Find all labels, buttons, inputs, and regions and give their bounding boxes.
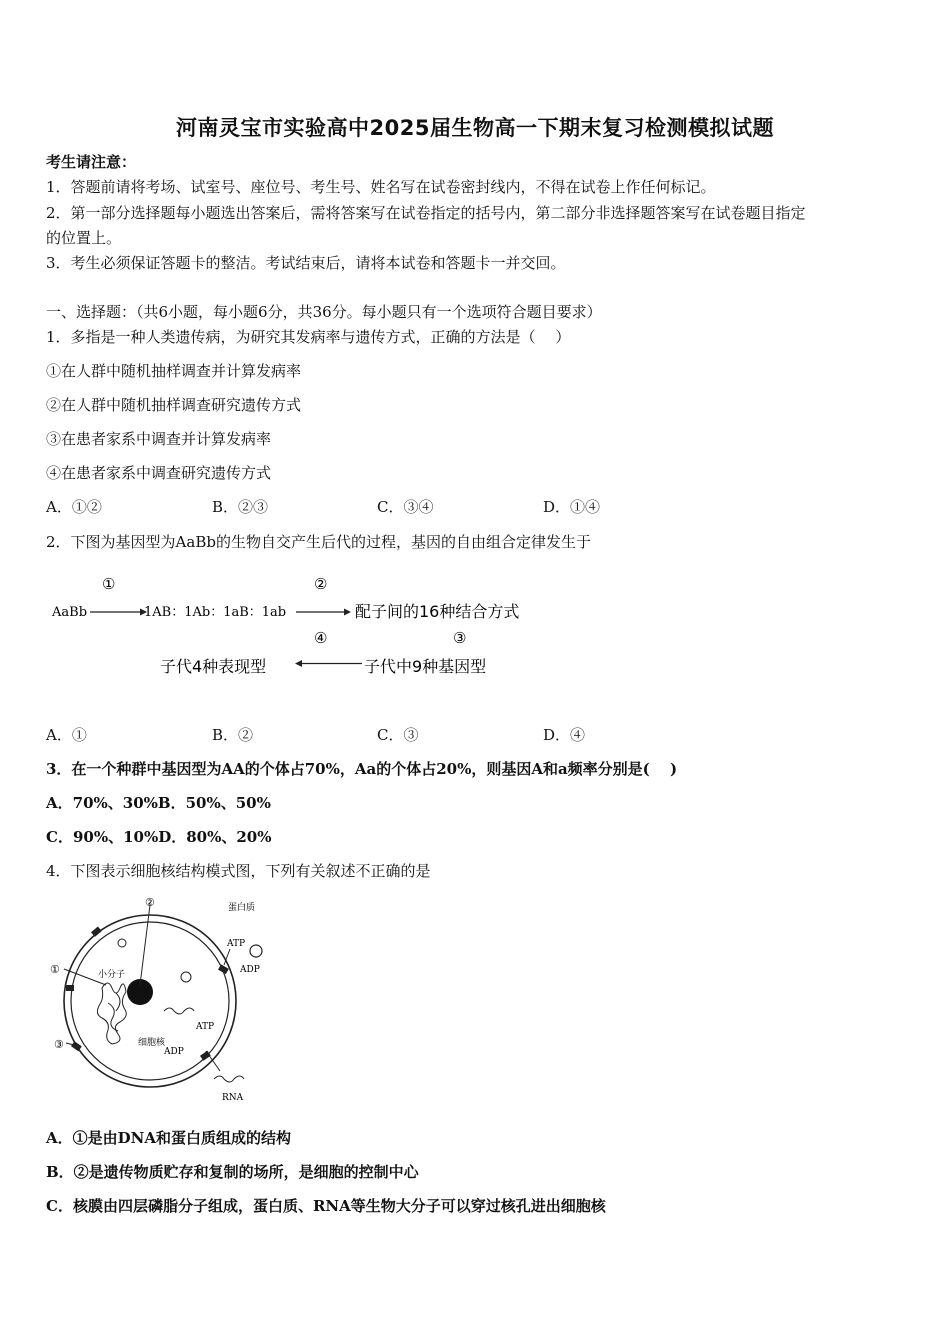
- label-adp-top: ADP: [240, 965, 260, 975]
- q4-option-c[interactable]: C．核膜由四层磷脂分子组成，蛋白质、RNA等生物大分子可以穿过核孔进出细胞核: [46, 1197, 606, 1215]
- offspring-genotypes: 子代中9种基因型: [364, 657, 487, 676]
- q1-statement: ②在人群中随机抽样调查研究遗传方式: [46, 396, 302, 414]
- gamete-ratio: 1AB：1Ab：1aB：1ab: [144, 605, 287, 620]
- step-2-mark: ②: [314, 575, 328, 593]
- gene-cross-diagram: [44, 570, 564, 690]
- label-1: ①: [50, 963, 60, 976]
- gamete-combinations: 配子间的16种结合方式: [355, 602, 520, 621]
- step-1-mark: ①: [102, 575, 116, 593]
- notice-item: 1．答题前请将考场、试室号、座位号、考生号、姓名写在试卷密封线内，不得在试卷上作任何标记。: [46, 178, 716, 196]
- q2-option-b[interactable]: B．②: [212, 726, 254, 744]
- arrow-3-head: [295, 660, 302, 667]
- q3-options-cd[interactable]: C．90%、10%D．80%、20%: [46, 828, 272, 846]
- q1-statement: ③在患者家系中调查并计算发病率: [46, 430, 272, 448]
- q2-option-c[interactable]: C．③: [377, 726, 419, 744]
- label-nucleus: 细胞核: [138, 1038, 166, 1048]
- label-atp-bottom: ATP: [196, 1022, 215, 1032]
- q1-statement: ④在患者家系中调查研究遗传方式: [46, 464, 272, 482]
- q4-stem: 4．下图表示细胞核结构模式图，下列有关叙述不正确的是: [46, 862, 431, 880]
- q1-option-a[interactable]: A．①②: [46, 498, 102, 516]
- q2-option-d[interactable]: D．④: [543, 726, 586, 744]
- label-adp-bottom: ADP: [164, 1047, 184, 1057]
- q2-option-a[interactable]: A．①: [46, 726, 87, 744]
- q1-option-b[interactable]: B．②③: [212, 498, 269, 516]
- outer-membrane: [64, 915, 236, 1087]
- step-4-mark: ④: [314, 629, 328, 647]
- rna-outside: [214, 1076, 244, 1082]
- label-protein: 蛋白质: [228, 903, 256, 913]
- q1-stem: 1．多指是一种人类遗传病，为研究其发病率与遗传方式，正确的方法是（ ）: [46, 328, 571, 346]
- q4-option-a[interactable]: A．①是由DNA和蛋白质组成的结构: [46, 1129, 291, 1147]
- label-2: ②: [145, 896, 155, 909]
- notice-item: 的位置上。: [46, 229, 122, 247]
- section-heading: 一、选择题：（共6小题，每小题6分，共36分。每小题只有一个选项符合题目要求）: [46, 303, 602, 321]
- q1-option-d[interactable]: D．①④: [543, 498, 601, 516]
- arrow-2-head: [344, 609, 351, 616]
- q3-stem: 3．在一个种群中基因型为AA的个体占70%，Aa的个体占20%，则基因A和a频率分别是( ): [46, 760, 678, 778]
- chromatin: [97, 983, 126, 1044]
- leader-2: [140, 905, 150, 985]
- small-particle: [181, 972, 191, 982]
- label-atp-top: ATP: [227, 939, 246, 949]
- notice-item: 2．第一部分选择题每小题选出答案后，需将答案写在试卷指定的括号内，第二部分非选择题答案写在试卷题目指定: [46, 204, 806, 222]
- label-rna: RNA: [222, 1093, 244, 1103]
- label-3: ③: [54, 1038, 64, 1051]
- step-3-mark: ③: [453, 629, 467, 647]
- q2-stem: 2．下图为基因型为AaBb的生物自交产生后代的过程，基因的自由组合定律发生于: [46, 533, 591, 551]
- nucleus-structure-diagram: [44, 893, 284, 1108]
- offspring-phenotypes: 子代4种表现型: [160, 657, 267, 676]
- q1-statement: ①在人群中随机抽样调查并计算发病率: [46, 362, 302, 380]
- notice-item: 3．考生必须保证答题卡的整洁。考试结束后，请将本试卷和答题卡一并交回。: [46, 254, 566, 272]
- rna-inside: [164, 1008, 194, 1014]
- q3-options-ab[interactable]: A．70%、30%B．50%、50%: [46, 794, 271, 812]
- page-title: 河南灵宝市实验高中2025届生物高一下期末复习检测模拟试题: [176, 116, 774, 140]
- notice-heading: 考生请注意：: [46, 153, 137, 171]
- q4-option-b[interactable]: B．②是遗传物质贮存和复制的场所，是细胞的控制中心: [46, 1163, 419, 1181]
- parent-genotype: AaBb: [52, 605, 88, 620]
- protein-blob: [250, 945, 262, 957]
- q1-option-c[interactable]: C．③④: [377, 498, 434, 516]
- label-small-molecule: 小分子: [98, 970, 126, 980]
